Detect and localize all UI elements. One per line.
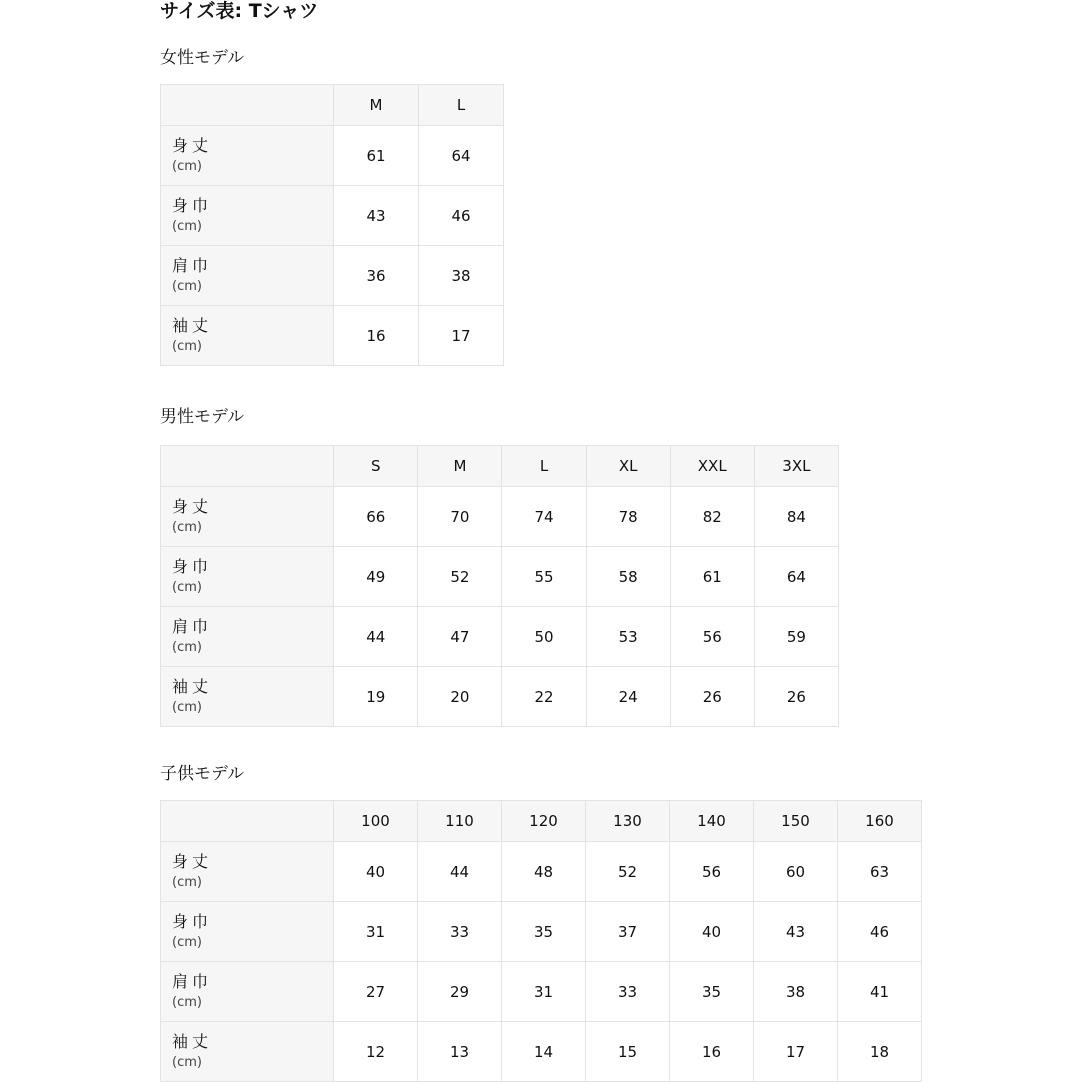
table-cell: 46 bbox=[419, 186, 504, 246]
row-label bbox=[161, 842, 334, 902]
measurement-name: 身丈 bbox=[172, 135, 213, 155]
measurement-unit: (cm) bbox=[172, 874, 202, 890]
row-label bbox=[161, 547, 334, 607]
table-cell: 49 bbox=[334, 547, 418, 607]
row-label bbox=[161, 126, 334, 186]
size-table-men bbox=[160, 445, 839, 727]
measurement-unit: (cm) bbox=[172, 218, 202, 234]
measurement-name: 肩巾 bbox=[172, 971, 213, 991]
measurement-unit: (cm) bbox=[172, 1054, 202, 1070]
table-cell: 31 bbox=[502, 962, 586, 1022]
size-header: L bbox=[502, 446, 586, 487]
table-cell: 15 bbox=[586, 1022, 670, 1082]
measurement-name: 袖丈 bbox=[172, 1031, 213, 1051]
table-cell: 29 bbox=[418, 962, 502, 1022]
table-cell: 37 bbox=[586, 902, 670, 962]
table-corner-cell bbox=[161, 85, 334, 126]
table-cell: 26 bbox=[754, 667, 838, 727]
table-cell: 61 bbox=[670, 547, 754, 607]
table-cell: 40 bbox=[334, 842, 418, 902]
table-cell: 17 bbox=[419, 306, 504, 366]
size-header: 110 bbox=[418, 801, 502, 842]
table-row bbox=[161, 1022, 922, 1082]
row-label bbox=[161, 607, 334, 667]
size-header: S bbox=[334, 446, 418, 487]
row-label bbox=[161, 902, 334, 962]
table-cell: 59 bbox=[754, 607, 838, 667]
table-cell: 35 bbox=[670, 962, 754, 1022]
table-cell: 18 bbox=[838, 1022, 922, 1082]
table-row bbox=[161, 607, 839, 667]
table-cell: 78 bbox=[586, 487, 670, 547]
row-label bbox=[161, 667, 334, 727]
table-cell: 61 bbox=[334, 126, 419, 186]
table-cell: 35 bbox=[502, 902, 586, 962]
table-cell: 19 bbox=[334, 667, 418, 727]
table-corner-cell bbox=[161, 801, 334, 842]
table-cell: 33 bbox=[418, 902, 502, 962]
row-label bbox=[161, 246, 334, 306]
size-header: XXL bbox=[670, 446, 754, 487]
size-header: 120 bbox=[502, 801, 586, 842]
table-cell: 60 bbox=[754, 842, 838, 902]
table-cell: 84 bbox=[754, 487, 838, 547]
row-label bbox=[161, 306, 334, 366]
measurement-name: 身巾 bbox=[172, 911, 213, 931]
measurement-name: 身丈 bbox=[172, 851, 213, 871]
measurement-unit: (cm) bbox=[172, 934, 202, 950]
row-label bbox=[161, 487, 334, 547]
measurement-name: 袖丈 bbox=[172, 315, 213, 335]
section-title-kids: 子供モデル bbox=[160, 764, 245, 784]
table-row bbox=[161, 126, 504, 186]
size-table-kids bbox=[160, 800, 922, 1082]
measurement-unit: (cm) bbox=[172, 699, 202, 715]
table-cell: 74 bbox=[502, 487, 586, 547]
size-header: 160 bbox=[838, 801, 922, 842]
size-header: XL bbox=[586, 446, 670, 487]
table-cell: 26 bbox=[670, 667, 754, 727]
table-cell: 53 bbox=[586, 607, 670, 667]
size-header: M bbox=[418, 446, 502, 487]
table-header-row bbox=[161, 85, 504, 126]
measurement-unit: (cm) bbox=[172, 519, 202, 535]
table-cell: 40 bbox=[670, 902, 754, 962]
page-title: サイズ表: Tシャツ bbox=[160, 0, 319, 22]
table-corner-cell bbox=[161, 446, 334, 487]
row-label bbox=[161, 1022, 334, 1082]
table-cell: 66 bbox=[334, 487, 418, 547]
section-title-women: 女性モデル bbox=[160, 48, 245, 68]
table-cell: 55 bbox=[502, 547, 586, 607]
table-cell: 36 bbox=[334, 246, 419, 306]
table-cell: 64 bbox=[754, 547, 838, 607]
size-header: 140 bbox=[670, 801, 754, 842]
measurement-name: 袖丈 bbox=[172, 676, 213, 696]
table-header-row bbox=[161, 801, 922, 842]
row-label bbox=[161, 962, 334, 1022]
measurement-name: 肩巾 bbox=[172, 616, 213, 636]
size-header: 130 bbox=[586, 801, 670, 842]
measurement-unit: (cm) bbox=[172, 639, 202, 655]
table-row bbox=[161, 547, 839, 607]
table-cell: 46 bbox=[838, 902, 922, 962]
measurement-unit: (cm) bbox=[172, 994, 202, 1010]
table-cell: 43 bbox=[754, 902, 838, 962]
table-cell: 31 bbox=[334, 902, 418, 962]
measurement-name: 身巾 bbox=[172, 195, 213, 215]
table-cell: 50 bbox=[502, 607, 586, 667]
measurement-name: 身丈 bbox=[172, 496, 213, 516]
measurement-unit: (cm) bbox=[172, 278, 202, 294]
table-cell: 13 bbox=[418, 1022, 502, 1082]
table-row bbox=[161, 306, 504, 366]
table-cell: 17 bbox=[754, 1022, 838, 1082]
section-title-men: 男性モデル bbox=[160, 407, 245, 427]
table-row bbox=[161, 842, 922, 902]
measurement-unit: (cm) bbox=[172, 338, 202, 354]
table-row bbox=[161, 902, 922, 962]
measurement-unit: (cm) bbox=[172, 579, 202, 595]
size-header: M bbox=[334, 85, 419, 126]
table-row bbox=[161, 487, 839, 547]
table-cell: 56 bbox=[670, 842, 754, 902]
measurement-unit: (cm) bbox=[172, 158, 202, 174]
table-cell: 82 bbox=[670, 487, 754, 547]
table-header-row bbox=[161, 446, 839, 487]
table-cell: 12 bbox=[334, 1022, 418, 1082]
size-header: 3XL bbox=[754, 446, 838, 487]
table-cell: 22 bbox=[502, 667, 586, 727]
size-table-women bbox=[160, 84, 504, 366]
table-cell: 43 bbox=[334, 186, 419, 246]
table-cell: 52 bbox=[586, 842, 670, 902]
table-cell: 20 bbox=[418, 667, 502, 727]
row-label bbox=[161, 186, 334, 246]
table-cell: 38 bbox=[419, 246, 504, 306]
table-cell: 41 bbox=[838, 962, 922, 1022]
table-cell: 52 bbox=[418, 547, 502, 607]
table-cell: 38 bbox=[754, 962, 838, 1022]
table-cell: 14 bbox=[502, 1022, 586, 1082]
size-header: 100 bbox=[334, 801, 418, 842]
measurement-name: 肩巾 bbox=[172, 255, 213, 275]
size-header: L bbox=[419, 85, 504, 126]
measurement-name: 身巾 bbox=[172, 556, 213, 576]
table-cell: 48 bbox=[502, 842, 586, 902]
table-cell: 47 bbox=[418, 607, 502, 667]
table-cell: 27 bbox=[334, 962, 418, 1022]
table-cell: 70 bbox=[418, 487, 502, 547]
table-cell: 63 bbox=[838, 842, 922, 902]
table-cell: 56 bbox=[670, 607, 754, 667]
table-row bbox=[161, 667, 839, 727]
table-cell: 44 bbox=[334, 607, 418, 667]
table-row bbox=[161, 246, 504, 306]
table-cell: 33 bbox=[586, 962, 670, 1022]
table-cell: 24 bbox=[586, 667, 670, 727]
table-row bbox=[161, 962, 922, 1022]
table-row bbox=[161, 186, 504, 246]
table-cell: 64 bbox=[419, 126, 504, 186]
table-cell: 16 bbox=[334, 306, 419, 366]
table-cell: 58 bbox=[586, 547, 670, 607]
table-cell: 16 bbox=[670, 1022, 754, 1082]
size-header: 150 bbox=[754, 801, 838, 842]
table-cell: 44 bbox=[418, 842, 502, 902]
